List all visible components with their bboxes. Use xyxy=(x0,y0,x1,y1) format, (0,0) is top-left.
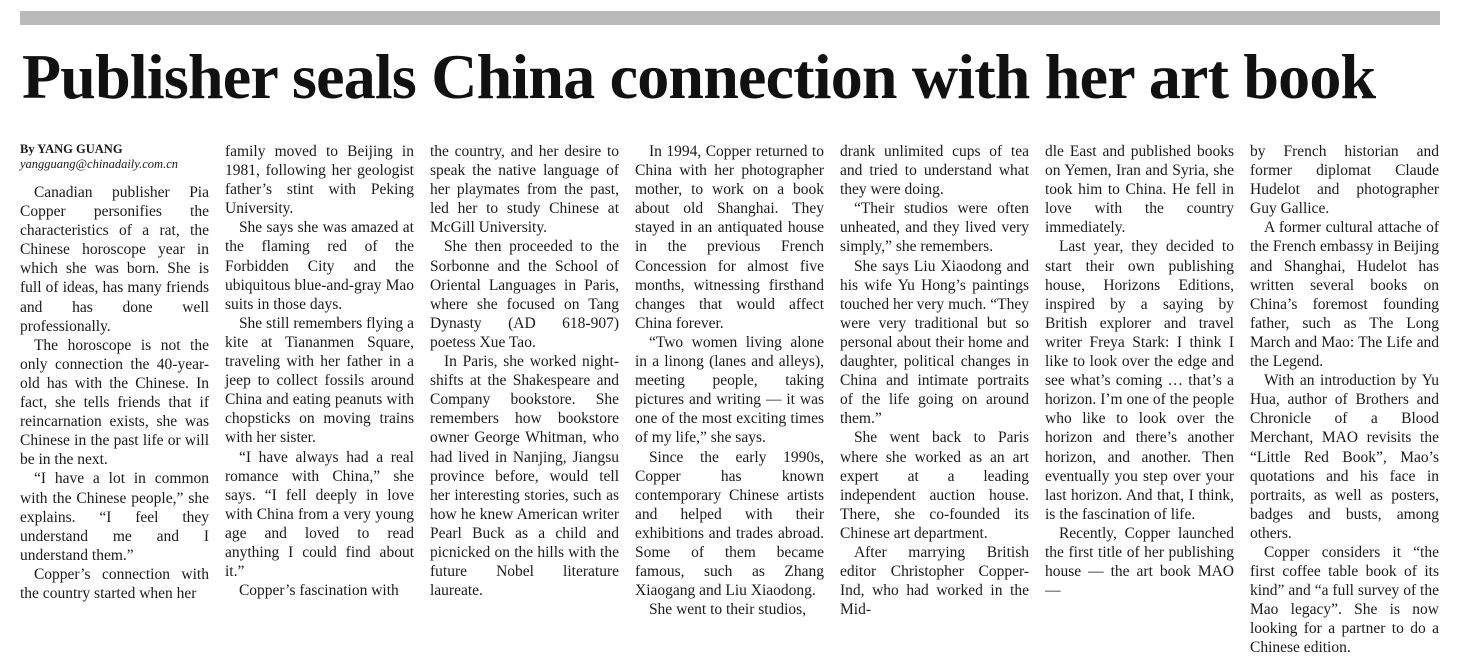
paragraph: In 1994, Copper returned to China with her photographer mother, to work on a book about old Shanghai. They stayed in an antiquated house in the previous French Concession for almost five months, witnessing firsthand changes that would affect China forever. xyxy=(635,143,824,332)
top-rule-bar xyxy=(20,11,1440,25)
article-body xyxy=(20,142,1441,657)
paragraph: the country, and her desire to speak the native language of her playmates from the past, led her to study Chinese at McGill University. xyxy=(430,143,619,237)
paragraph: family moved to Beijing in 1981, following her geologist father’s stint with Peking University. xyxy=(225,143,414,218)
paragraph: “Their studios were often unheated, and they lived very simply,” she remembers. xyxy=(840,200,1029,256)
paragraph: A former cultural attache of the French embassy in Beijing and Shanghai, Hudelot has written several books on China’s foremost founding father, such as The Long March and Mao: The Life and the Legend. xyxy=(1250,219,1439,371)
byline: By YANG GUANG xyxy=(20,142,123,156)
article-column xyxy=(840,142,1029,619)
paragraph: by French historian and former diplomat Claude Hudelot and photographer Guy Gallice. xyxy=(1250,143,1439,218)
paragraph: She then proceeded to the Sorbonne and the School of Oriental Languages in Paris, where she focused on Tang Dynasty (AD 618-907) poetess Xue Tao. xyxy=(430,238,619,351)
paragraph: Since the early 1990s, Copper has known contemporary Chinese artists and helped with their exhibitions and trades abroad. Some of them became famous, such as Zhang Xiaogang and Liu Xiaodong. xyxy=(635,448,824,600)
paragraph: “Two women living alone in a linong (lanes and alleys), meeting people, taking pictures and writing — it was one of the most exciting times of my life,” she says. xyxy=(635,333,824,447)
article-column xyxy=(635,142,824,619)
article-column xyxy=(1250,142,1439,657)
paragraph: Copper considers it “the first coffee table book of its kind” and “a full survey of the Mao legacy”. She is now looking for a partner to do a Chinese edition. xyxy=(1250,543,1439,657)
article-column xyxy=(20,142,209,602)
paragraph: She says Liu Xiaodong and his wife Yu Hong’s paintings touched her very much. “They were very traditional but so personal about their home and daughter, political changes in China and intimate portraits of the life going on around them.” xyxy=(840,257,1029,428)
paragraph: Canadian publisher Pia Copper personifies the characteristics of a rat, the Chinese horoscope year in which she was born. She is full of ideas, has many friends and has done well professionally. xyxy=(20,184,209,335)
article-column xyxy=(1045,142,1234,600)
paragraph: drank unlimited cups of tea and tried to understand what they were doing. xyxy=(840,143,1029,199)
author-email: yangguang@chinadaily.com.cn xyxy=(20,157,178,171)
paragraph: Copper’s fascination with xyxy=(238,582,399,600)
paragraph: She still remembers flying a kite at Tiananmen Square, traveling with her father in a jeep to collect fossils around China and eating peanuts with chopsticks on moving trains with her sister. xyxy=(225,314,414,447)
paragraph: “I have always had a real romance with China,” she says. “I fell deeply in love with China from a very young age and loved to read anything I could find about it.” xyxy=(225,448,414,581)
paragraph: The horoscope is not the only connection the 40-year-old has with the Chinese. In fact, she tells friends that if reincarnation exists, she was Chinese in the past life or will be in the next. xyxy=(20,336,209,469)
paragraph: Last year, they decided to start their own publishing house, Horizons Editions, inspired by a saying by British explorer and travel writer Freya Stark: I think I like to look over the edge and see what’s coming … that’s a horizon. I’m one of the people who like to look over the horizon and there’s another horizon, and another. Then eventually you step over your last horizon. And that, I think, is the fascination of life. xyxy=(1045,238,1234,523)
headline: Publisher seals China connection with her art book xyxy=(22,41,1376,112)
paragraph: Copper’s connection with the country started when her xyxy=(20,565,209,602)
paragraph: She says she was amazed at the flaming red of the Forbidden City and the ubiquitous blue-and-gray Mao suits in those days. xyxy=(225,219,414,313)
paragraph: In Paris, she worked night-shifts at the Shakespeare and Company bookstore. She remembers how bookstore owner George Whitman, who had lived in Nanjing, Jiangsu province before, would tell her interesting stories, such as how he knew American writer Pearl Buck as a child and picnicked on the hills with the future Nobel literature laureate. xyxy=(430,353,619,600)
paragraph: Recently, Copper launched the first title of her publishing house — the art book MAO — xyxy=(1045,524,1234,600)
paragraph: With an introduction by Yu Hua, author of Brothers and Chronicle of a Blood Merchant, MAO revisits the “Little Red Book”, Mao’s quotations and his face in portraits, as well as posters, badges and busts, among others. xyxy=(1250,372,1439,542)
paragraph: She went to their studios, xyxy=(648,601,807,619)
paragraph: She went back to Paris where she worked as an art expert at a leading independent auction house. There, she co-founded its Chinese art department. xyxy=(840,429,1029,542)
paragraph: “I have a lot in common with the Chinese people,” she explains. “I feel they understand me and I understand them.” xyxy=(20,470,209,564)
paragraph: dle East and published books on Yemen, Iran and Syria, she took him to China. He fell in love with the country immediately. xyxy=(1045,143,1234,237)
paragraph: After marrying British editor Christopher Copper-Ind, who had worked in the Mid- xyxy=(840,543,1029,619)
article-column xyxy=(430,142,619,600)
article-column xyxy=(225,142,414,600)
